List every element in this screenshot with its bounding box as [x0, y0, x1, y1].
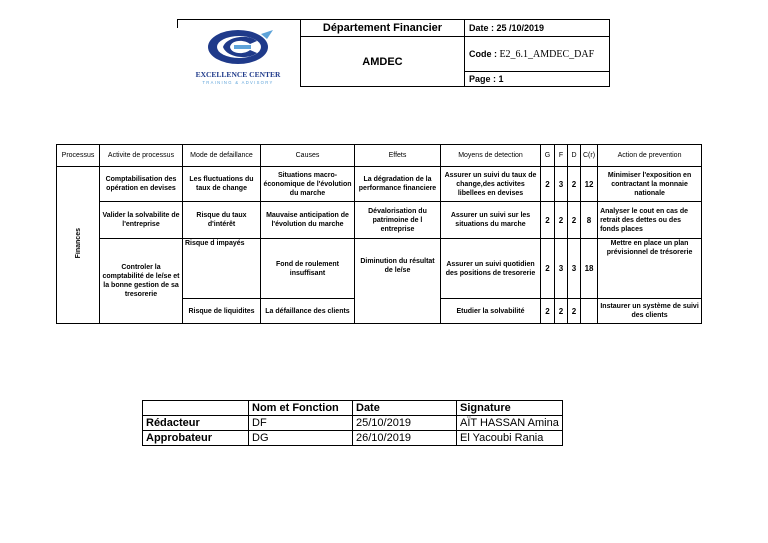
- code-label: Code :: [468, 48, 500, 59]
- frequency-cell: 3: [555, 239, 568, 299]
- col-header: F: [555, 145, 568, 167]
- document-date: Date : 25 /10/2019: [464, 20, 609, 37]
- logo-name: EXCELLENCE CENTER: [195, 70, 281, 79]
- col-header: C(r): [581, 145, 598, 167]
- frequency-cell: 2: [555, 202, 568, 239]
- sig-col-header: Signature: [457, 401, 563, 416]
- detection-cell: Assurer un suivi quotidien des positions de tresorerie: [441, 239, 541, 299]
- frequency-cell: 3: [555, 167, 568, 202]
- col-header: D: [568, 145, 581, 167]
- signature-date: 25/10/2019: [353, 416, 457, 431]
- effect-cell: Dévalorisation du patrimoine de l entreprise: [355, 202, 441, 239]
- signature-name: El Yacoubi Rania: [457, 431, 563, 446]
- header-table: [300, 19, 610, 87]
- activity-cell: Controler la comptabilité de le/se et la bonne gestion de sa tresorerie: [100, 239, 183, 324]
- company-logo: [179, 25, 297, 85]
- col-header: Activite de processus: [100, 145, 183, 167]
- amdec-table: [56, 144, 702, 324]
- criticity-cell: 8: [581, 202, 598, 239]
- detection-score-cell: 2: [568, 167, 581, 202]
- detection-score-cell: 3: [568, 239, 581, 299]
- failure-mode-cell: Risque d impayés: [183, 239, 261, 299]
- gravity-cell: 2: [541, 239, 555, 299]
- signature-function: DG: [249, 431, 353, 446]
- gravity-cell: 2: [541, 202, 555, 239]
- frequency-cell: 2: [555, 299, 568, 324]
- document-header: [177, 19, 610, 87]
- col-header: Action de prevention: [598, 145, 702, 167]
- detection-cell: Assurer un suivi du taux de change,des activites libellees en devises: [441, 167, 541, 202]
- signature-role: Rédacteur: [143, 416, 249, 431]
- process-label: Finances: [74, 228, 82, 259]
- activity-cell: Valider la solvabilite de l'entreprise: [100, 202, 183, 239]
- cause-cell: Situations macro-économique de l'évolution du marche: [261, 167, 355, 202]
- table-header-row: [57, 145, 702, 167]
- signature-row: [143, 431, 563, 446]
- header-border-left: [177, 19, 178, 28]
- col-header: Causes: [261, 145, 355, 167]
- failure-mode-cell: Risque du taux d'intérêt: [183, 202, 261, 239]
- signature-role: Approbateur: [143, 431, 249, 446]
- col-header: G: [541, 145, 555, 167]
- table-row: [57, 239, 702, 299]
- logo-tagline: TRAINING & ADVISORY: [202, 80, 274, 85]
- prevention-cell: Instaurer un système de suivi des clients: [598, 299, 702, 324]
- header-border-top: [177, 19, 301, 20]
- col-header: Moyens de detection: [441, 145, 541, 167]
- sig-col-header: [143, 401, 249, 416]
- failure-mode-cell: Risque de liquidites: [183, 299, 261, 324]
- cause-cell: La défaillance des clients: [261, 299, 355, 324]
- signature-row: [143, 416, 563, 431]
- signature-table: [142, 400, 563, 446]
- department-title: Département Financier: [301, 20, 465, 37]
- prevention-cell: Mettre en place un plan prévisionnel de trésorerie: [598, 239, 702, 299]
- gravity-cell: 2: [541, 299, 555, 324]
- document-code: [464, 37, 609, 72]
- failure-mode-cell: Les fluctuations du taux de change: [183, 167, 261, 202]
- document-title: AMDEC: [301, 37, 465, 87]
- col-header: Processus: [57, 145, 100, 167]
- detection-cell: Etudier la solvabilité: [441, 299, 541, 324]
- detection-cell: Assurer un suivi sur les situations du marche: [441, 202, 541, 239]
- cause-cell: Fond de roulement insuffisant: [261, 239, 355, 299]
- gravity-cell: 2: [541, 167, 555, 202]
- criticity-cell: 12: [581, 167, 598, 202]
- code-value: E2_6.1_AMDEC_DAF: [499, 48, 595, 60]
- cause-cell: Mauvaise anticipation de l'évolution du marche: [261, 202, 355, 239]
- sig-col-header: Nom et Fonction: [249, 401, 353, 416]
- table-row: [57, 167, 702, 202]
- signature-name: AÏT HASSAN Amina: [457, 416, 563, 431]
- signature-function: DF: [249, 416, 353, 431]
- signature-header-row: [143, 401, 563, 416]
- col-header: Effets: [355, 145, 441, 167]
- logo-emblem-icon: [179, 25, 297, 85]
- detection-score-cell: 2: [568, 299, 581, 324]
- page-number: Page : 1: [464, 72, 609, 87]
- col-header: Mode de defaillance: [183, 145, 261, 167]
- activity-cell: Comptabilisation des opération en devises: [100, 167, 183, 202]
- prevention-cell: Analyser le cout en cas de retrait des dettes ou des fonds places: [598, 202, 702, 239]
- process-cell: [57, 167, 100, 324]
- table-row: [57, 202, 702, 239]
- effect-cell: La dégradation de la performance financiere: [355, 167, 441, 202]
- detection-score-cell: 2: [568, 202, 581, 239]
- sig-col-header: Date: [353, 401, 457, 416]
- criticity-cell: 18: [581, 239, 598, 299]
- effect-cell: Diminution du résultat de le/se: [355, 239, 441, 324]
- criticity-cell: [581, 299, 598, 324]
- signature-date: 26/10/2019: [353, 431, 457, 446]
- prevention-cell: Minimiser l'exposition en contractant la monnaie nationale: [598, 167, 702, 202]
